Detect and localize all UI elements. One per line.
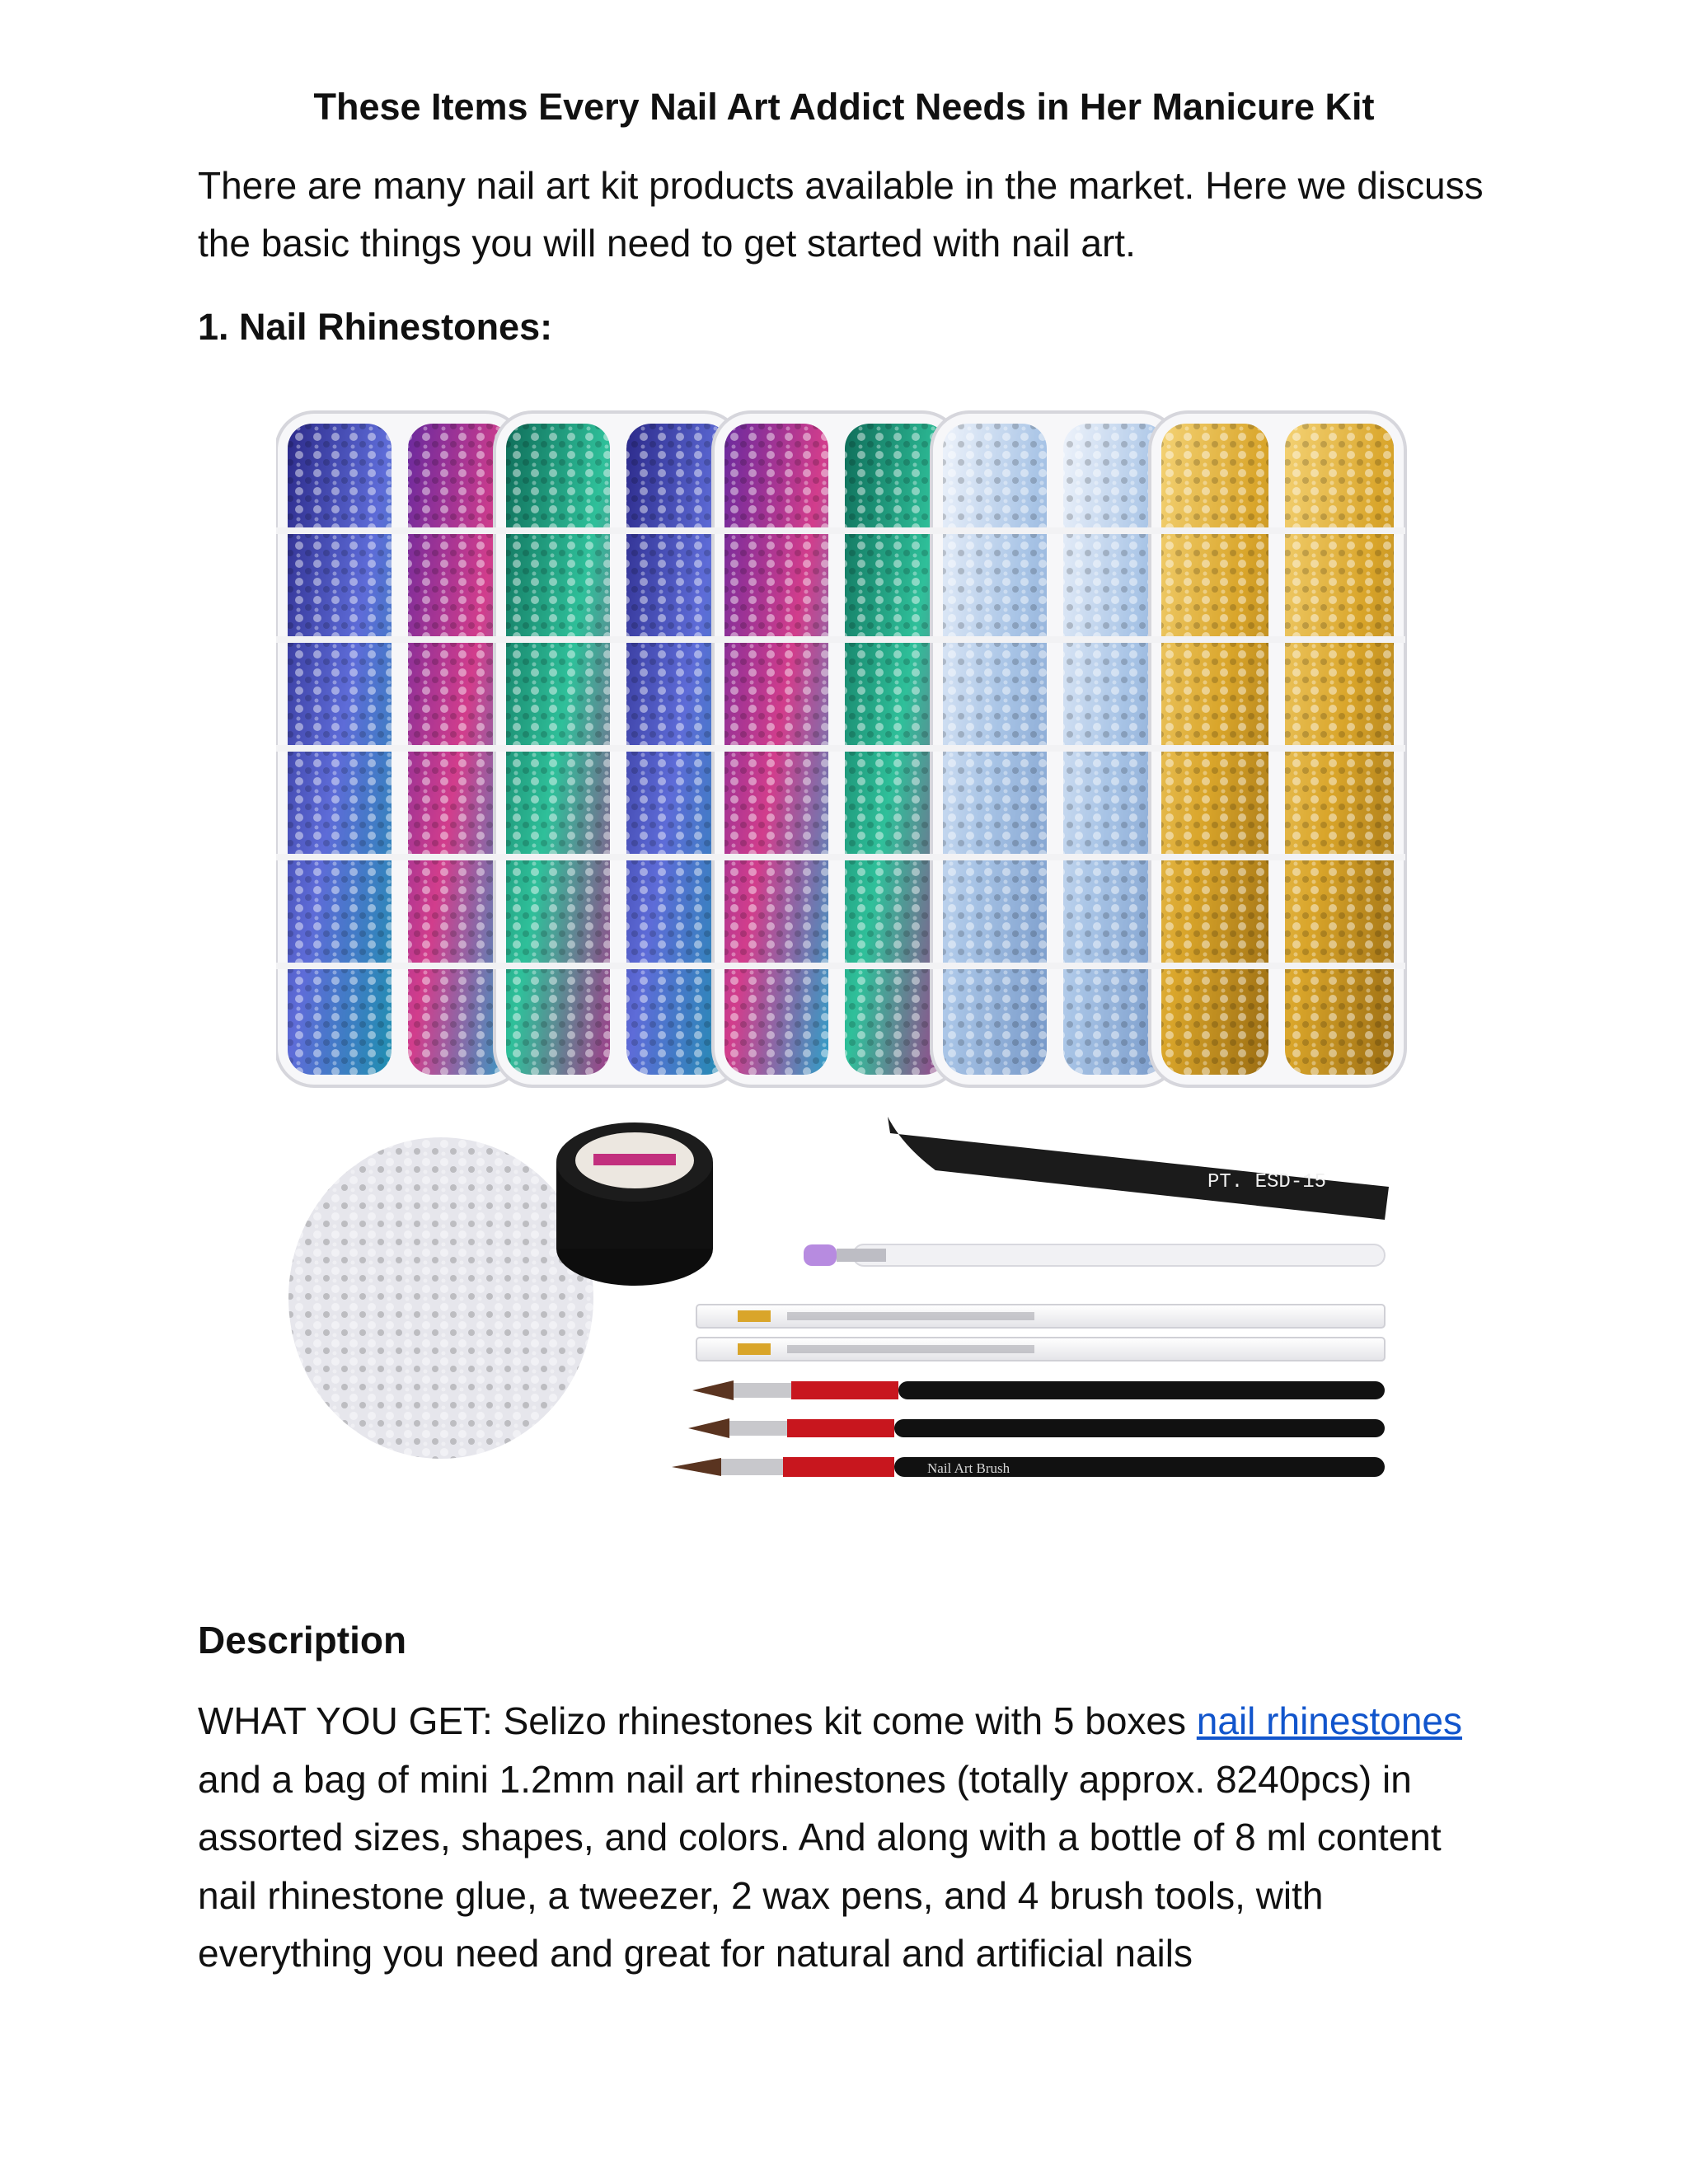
rhinestone-glue-jar xyxy=(556,1122,713,1286)
description-text-before-link: WHAT YOU GET: Selizo rhinestones kit come with 5 boxes xyxy=(198,1699,1197,1742)
brush-label: Nail Art Brush xyxy=(927,1460,1010,1476)
nail-art-brush-3 xyxy=(672,1457,1385,1477)
nail-rhinestone-kit-image xyxy=(276,396,1414,1533)
silicone-brush xyxy=(804,1244,1385,1266)
page-title: These Items Every Nail Art Addict Needs in Her Manicure Kit xyxy=(313,86,1375,128)
description-paragraph xyxy=(198,1692,1500,1983)
nail-art-brush-2 xyxy=(688,1418,1385,1438)
intro-paragraph: There are many nail art kit products available in the market. Here we discuss the basic things you will need to get started with nail art. xyxy=(198,164,1484,265)
description-heading: Description xyxy=(198,1619,407,1661)
clear-rhinestone-pile xyxy=(288,1137,593,1459)
wax-pen-1 xyxy=(696,1305,1385,1328)
tweezer-label: PT. ESD-15 xyxy=(1207,1171,1327,1193)
nail-art-brush-1 xyxy=(692,1380,1385,1400)
section-heading-nail-rhinestones: 1. Nail Rhinestones: xyxy=(198,306,553,348)
description-text-after-link: and a bag of mini 1.2mm nail art rhinestones (totally approx. 8240pcs) in assorted sizes, shapes, and colors. And along with a bottle of 8 ml content nail rhinestone glue, a tweezer, 2 wax pens, and 4 brush tools, with everything you need and great for natural and artificial nails xyxy=(198,1757,1442,1975)
nail-rhinestones-link[interactable]: nail rhinestones xyxy=(1196,1699,1462,1742)
wax-pen-2 xyxy=(696,1338,1385,1361)
tweezer xyxy=(888,1117,1389,1220)
